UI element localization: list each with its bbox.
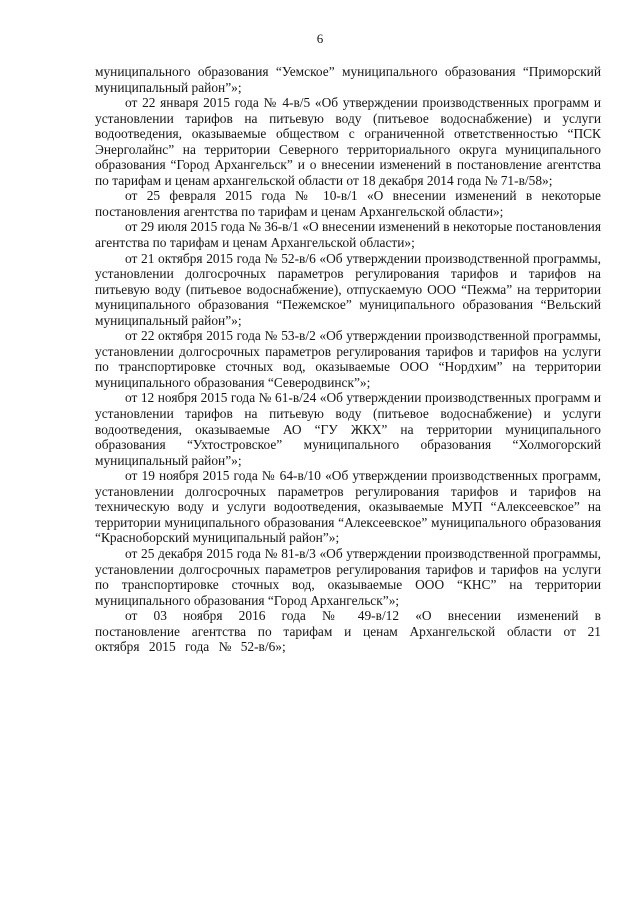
document-body: [95, 64, 601, 655]
paragraph-resolution-64-v-10: от 19 ноября 2015 года № 64-в/10 «Об утверждении производственных программ, установлении долгосрочных параметров регулирования тарифов и тарифов на техническую воду и услуги водоотведения, оказываемые МУП “Алексеевское” на территории муниципального образования “Алексеевское” муниципального образования “Красноборский муниципальный район”»;: [95, 468, 601, 546]
paragraph-resolution-52-v-6: от 21 октября 2015 года № 52-в/6 «Об утверждении производственной программы, установлении долгосрочных параметров регулирования тарифов и тарифов на питьевую воду (питьевое водоснабжение), отпускаемую ООО “Пежма” на территории муниципального образования “Пежемское” муниципального образования “Вельский муниципальный район”»;: [95, 250, 601, 328]
paragraph-resolution-53-v-2: от 22 октября 2015 года № 53-в/2 «Об утверждении производственной программы, установлении долгосрочных параметров регулирования тарифов и тарифов на услуги по транспортировке сточных вод, оказываемые ООО “Нордхим” на территории муниципального образования “Северодвинск”»;: [95, 328, 601, 390]
paragraph-resolution-4-v-5: от 22 января 2015 года № 4-в/5 «Об утверждении производственных программ и установлении тарифов на питьевую воду (питьевое водоснабжение) и услуги водоотведения, оказываемые обществом с ограниченной ответственностью “ПСК Энерголайнс” на территории Северного территориального округа муниципального образования “Город Архангельск” и о внесении изменений в постановление агентства по тарифам и ценам архангельской области от 18 декабря 2014 года № 71-в/58»;: [95, 95, 601, 188]
paragraph-resolution-36-v-1: от 29 июля 2015 года № 36-в/1 «О внесении изменений в некоторые постановления агентства по тарифам и ценам Архангельской области»;: [95, 219, 601, 251]
paragraph-resolution-49-v-12: от 03 ноября 2016 года № 49-в/12 «О внесении изменений в постановление агентства по тарифам и ценам Архангельской области от 21 октября 2015 года № 52-в/6»;: [95, 608, 601, 655]
paragraph-resolution-10-v-1: от 25 февраля 2015 года № 10-в/1 «О внесении изменений в некоторые постановления агентства по тарифам и ценам Архангельской области»;: [95, 188, 601, 219]
paragraph-continuation: муниципального образования “Уемское” муниципального образования “Приморский муниципальный район”»;: [95, 64, 601, 95]
paragraph-resolution-61-v-24: от 12 ноября 2015 года № 61-в/24 «Об утверждении производственных программ и установлении тарифов на питьевую воду (питьевое водоснабжение) и услуги водоотведения, оказываемые АО “ГУ ЖКХ” на территории муниципального образования “Ухтостровское” муниципального образования “Холмогорский муниципальный район”»;: [95, 390, 601, 468]
page-number: 6: [316, 31, 324, 46]
paragraph-resolution-81-v-3: от 25 декабря 2015 года № 81-в/3 «Об утверждении производственной программы, установлении долгосрочных параметров регулирования тарифов и тарифов на услуги по транспортировке сточных вод, оказываемые ООО “КНС” на территории муниципального образования “Город Архангельск”»;: [95, 545, 601, 608]
